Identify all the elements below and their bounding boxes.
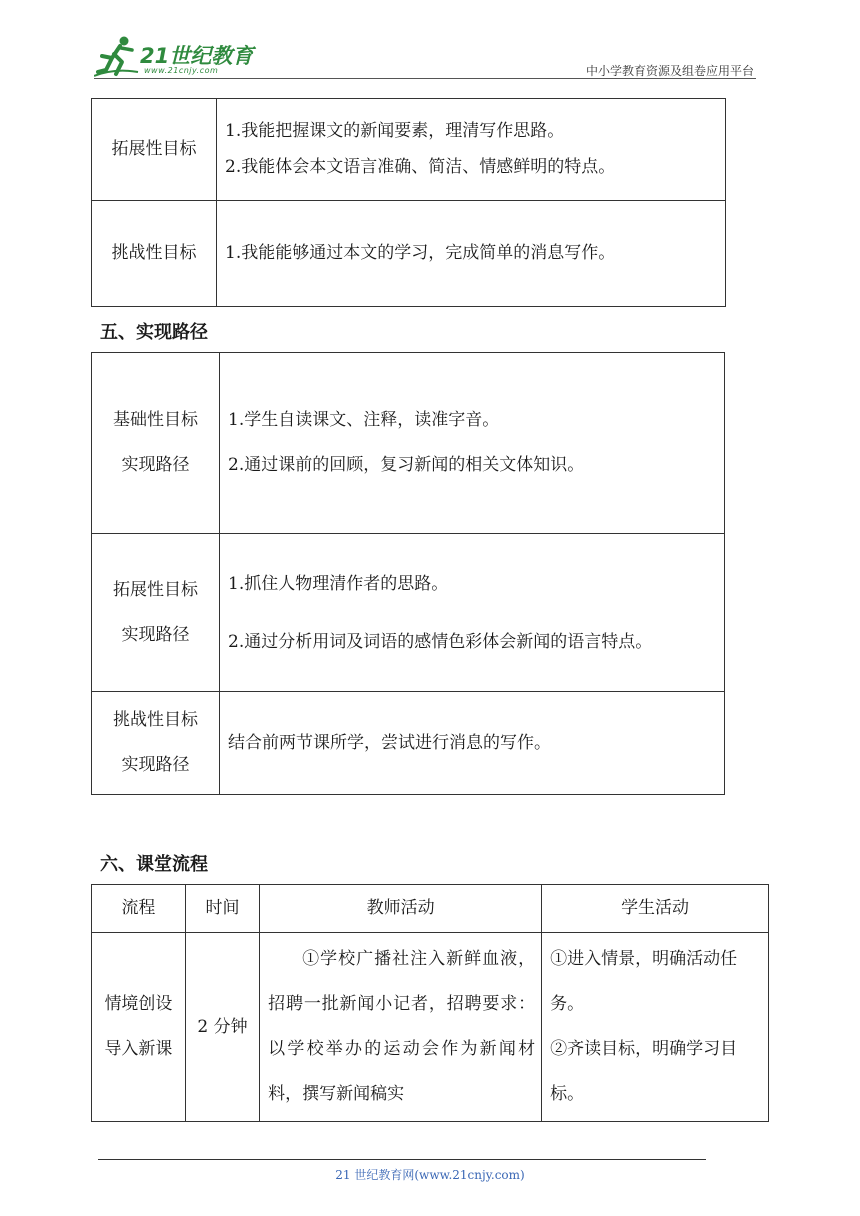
path-label: 基础性目标 实现路径 xyxy=(92,353,220,534)
platform-name: 中小学教育资源及组卷应用平台 xyxy=(585,64,754,78)
logo xyxy=(94,34,264,78)
paths-table xyxy=(91,352,725,795)
section-title: 五、实现路径 xyxy=(100,322,208,343)
process-cell: 情境创设 导入新课 xyxy=(92,933,186,1122)
path-content: 结合前两节课所学，尝试进行消息的写作。 xyxy=(220,692,725,795)
teacher-activity-cell: ①学校广播社注入新鲜血液，招聘一批新闻小记者，招聘要求：以学校举办的运动会作为新闻材料，撰写新闻稿实 xyxy=(260,933,542,1122)
student-activity-cell: ①进入情景，明确活动任务。 ②齐读目标，明确学习目标。 xyxy=(542,933,769,1122)
column-header: 时间 xyxy=(185,885,259,933)
table-row xyxy=(92,99,726,201)
table-row xyxy=(92,933,769,1122)
logo-text: 21世纪教育 xyxy=(140,44,254,68)
footer-divider xyxy=(98,1159,706,1160)
table-row xyxy=(92,692,725,795)
goal-content: 1.我能能够通过本文的学习，完成简单的消息写作。 xyxy=(217,201,726,307)
path-content: 1.学生自读课文、注释，读准字音。 2.通过课前的回顾，复习新闻的相关文体知识。 xyxy=(220,353,725,534)
logo-url: www.21cnjy.com xyxy=(144,66,219,75)
time-cell: 2 分钟 xyxy=(185,933,259,1122)
column-header: 流程 xyxy=(92,885,186,933)
header-divider xyxy=(94,78,756,79)
table-row xyxy=(92,201,726,307)
runner-logo-icon xyxy=(94,34,140,78)
column-header: 教师活动 xyxy=(260,885,542,933)
goal-label: 挑战性目标 xyxy=(92,201,217,307)
goal-content: 1.我能把握课文的新闻要素，理清写作思路。 2.我能体会本文语言准确、简洁、情感鲜明的特点。 xyxy=(217,99,726,201)
column-header: 学生活动 xyxy=(542,885,769,933)
goal-label: 拓展性目标 xyxy=(92,99,217,201)
table-header-row xyxy=(92,885,769,933)
flow-table xyxy=(91,884,769,1122)
table-row xyxy=(92,353,725,534)
table-row xyxy=(92,534,725,692)
path-content: 1.抓住人物理清作者的思路。 2.通过分析用词及词语的感情色彩体会新闻的语言特点。 xyxy=(220,534,725,692)
goals-table xyxy=(91,98,726,307)
section-title: 六、课堂流程 xyxy=(100,854,208,875)
footer-text: 21 世纪教育网(www.21cnjy.com) xyxy=(335,1168,525,1182)
path-label: 拓展性目标 实现路径 xyxy=(92,534,220,692)
path-label: 挑战性目标 实现路径 xyxy=(92,692,220,795)
